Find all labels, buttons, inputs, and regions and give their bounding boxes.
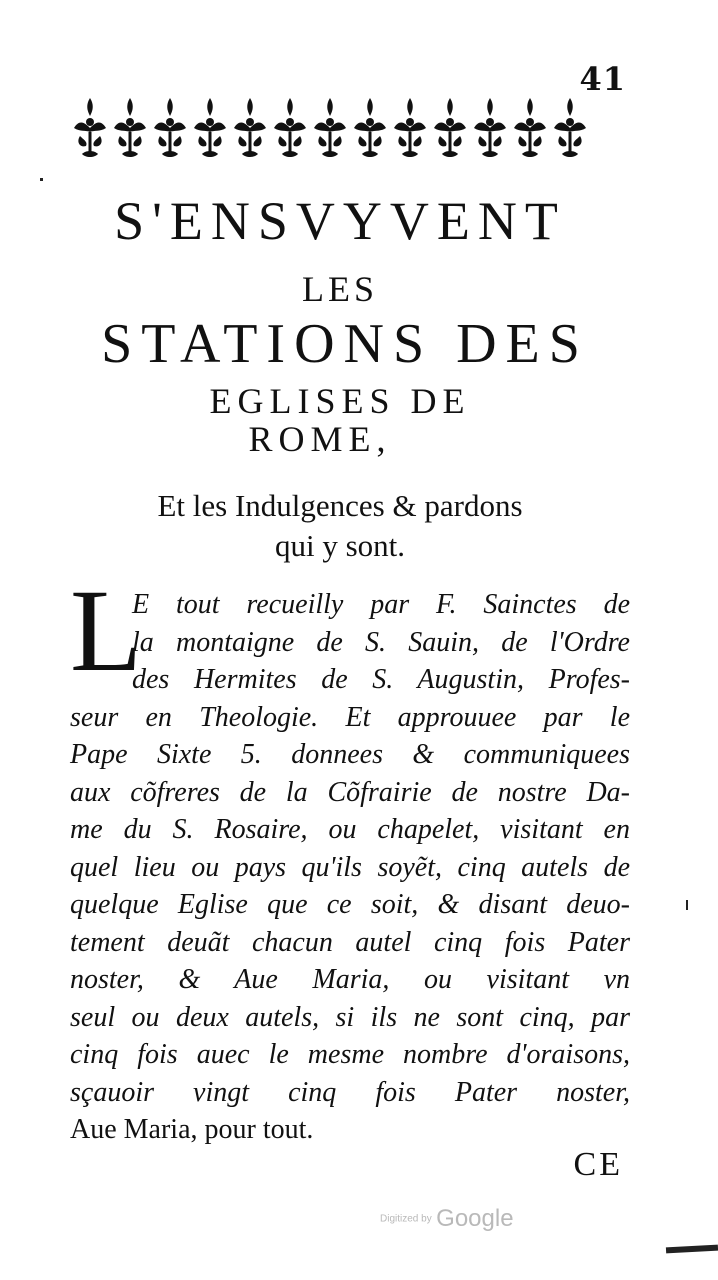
catchword: CE — [573, 1146, 623, 1183]
fleuron-icon — [234, 98, 266, 157]
body-line: Pape Sixte 5. donnees & communiquees — [70, 739, 630, 770]
body-line: noster, & Aue Maria, ou visitant vn — [70, 964, 630, 995]
body-line: aux cõfreres de la Cõfrairie de nostre Da- — [70, 776, 630, 808]
fleuron-icon — [474, 98, 506, 157]
title-line-2: LES — [301, 269, 378, 309]
scan-speck — [40, 178, 43, 181]
fleuron-icon — [434, 98, 466, 157]
google-watermark — [380, 1205, 514, 1233]
fleuron-icon — [314, 98, 346, 157]
subtitle-line-2: qui y sont. — [274, 528, 406, 563]
subtitle-line-1: Et les Indulgences & pardons — [157, 488, 523, 523]
title-line-1: S'ENSVYVENT — [114, 191, 566, 251]
body-line: seul ou deux autels, si ils ne sont cinq, par — [70, 1001, 630, 1033]
body-line: cinq fois auec le mesme nombre d'oraisons, — [70, 1039, 630, 1070]
body-line: tement deuãt chacun autel cinq fois Pater — [70, 926, 630, 958]
body-line: sçauoir vingt cinq fois Pater noster, — [70, 1076, 630, 1108]
body-line: Aue Maria, pour tout. — [70, 1114, 314, 1145]
title-line-3: STATIONS DES — [101, 313, 589, 375]
body-line: quel lieu ou pays qu'ils soyẽt, cinq autels de — [70, 851, 630, 883]
title-line-4: EGLISES DE — [209, 381, 471, 421]
watermark-brand: Google — [436, 1205, 514, 1232]
scan-speck — [686, 900, 688, 910]
fleuron-icon — [114, 98, 146, 157]
fleuron-icon — [274, 98, 306, 157]
fleuron-icon — [554, 98, 586, 157]
fleuron-icon — [354, 98, 386, 157]
fleuron-icon — [394, 98, 426, 157]
scan-edge-mark — [666, 1245, 718, 1254]
body-line: seur en Theologie. Et approuuee par le — [70, 701, 630, 733]
body-line: la montaigne de S. Sauin, de l'Ordre — [132, 626, 630, 658]
fleuron-icon — [514, 98, 546, 157]
body-line: des Hermites de S. Augustin, Profes- — [132, 664, 630, 695]
fleuron-icon — [154, 98, 186, 157]
fleuron-icon — [194, 98, 226, 157]
page-number: 41 — [579, 60, 626, 98]
fleuron-ornament-band — [70, 92, 615, 162]
title-line-5: ROME, — [248, 419, 392, 459]
watermark-prefix: Digitized by — [380, 1213, 432, 1225]
fleuron-icon — [74, 98, 106, 157]
body-line: quelque Eglise que ce soit, & disant deuo- — [70, 889, 630, 920]
drop-cap: L — [70, 565, 143, 696]
body-paragraph — [70, 586, 630, 1149]
body-line: E tout recueilly par F. Sainctes de — [132, 589, 630, 620]
body-line: me du S. Rosaire, ou chapelet, visitant en — [70, 814, 630, 845]
